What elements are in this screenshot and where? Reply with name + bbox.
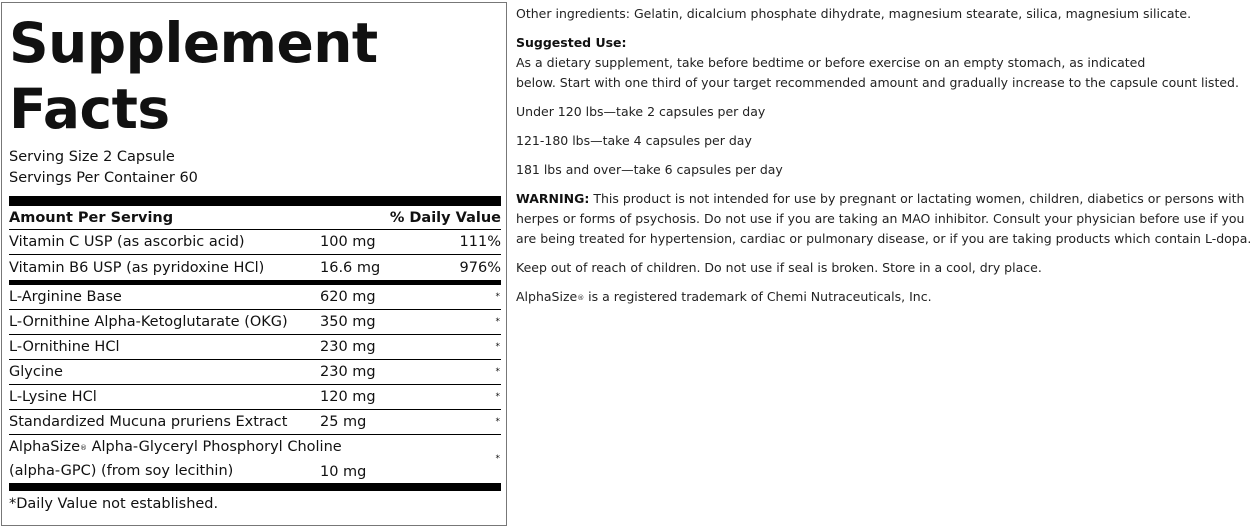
trademark-brand: AlphaSize — [516, 289, 578, 304]
warning-text: This product is not intended for use by pregnant or lactating women, children, diabetics or persons with — [589, 191, 1245, 206]
nutrient-daily-value: 111% — [459, 234, 501, 250]
ingredient-daily-value: * — [495, 367, 500, 377]
ingredient-row — [9, 360, 501, 385]
ingredient-amount: 620 mg — [320, 289, 376, 305]
ingredient-row — [9, 335, 501, 360]
ingredient-amount: 230 mg — [320, 364, 376, 380]
nutrient-name: Vitamin C USP (as ascorbic acid) — [9, 234, 245, 250]
warning-text-2: herpes or forms of psychosis. Do not use if you are taking an MAO inhibitor. Consult your physician before use if you — [516, 211, 1245, 226]
ingredient-amount: 25 mg — [320, 414, 367, 430]
suggested-use-text: As a dietary supplement, take before bedtime or before exercise on an empty stomach, as indicated — [516, 55, 1146, 70]
header-daily-value: % Daily Value — [389, 209, 501, 226]
trademark-text: is a registered trademark of Chemi Nutraceuticals, Inc. — [584, 289, 932, 304]
nutrient-daily-value: 976% — [459, 259, 501, 276]
divider-thick — [9, 196, 501, 206]
ingredient-amount: 10 mg — [320, 464, 367, 480]
dose-181-over: 181 lbs and over—take 6 capsules per day — [516, 162, 783, 177]
dose-under-120: Under 120 lbs—take 2 capsules per day — [516, 104, 766, 119]
registered-mark: ® — [80, 444, 87, 452]
trademark-registered-mark: ® — [577, 294, 585, 302]
serving-size: Serving Size 2 Capsule — [9, 149, 175, 165]
ingredient-row — [9, 285, 501, 310]
other-ingredients: Other ingredients: Gelatin, dicalcium phosphate dihydrate, magnesium stearate, silica, magnesium silicate. — [516, 6, 1192, 21]
ingredient-daily-value: * — [495, 454, 500, 464]
suggested-use-label: Suggested Use: — [516, 35, 627, 50]
ingredient-name: L-Lysine HCl — [9, 389, 97, 405]
ingredient-name: Standardized Mucuna pruriens Extract — [9, 414, 288, 430]
nutrient-name: Vitamin B6 USP (as pyridoxine HCl) — [9, 259, 265, 276]
facts-header-row — [9, 206, 501, 230]
trademark-notice — [516, 287, 1256, 307]
nutrient-row — [9, 255, 501, 280]
ingredient-daily-value: * — [495, 292, 500, 302]
ingredient-name: L-Arginine Base — [9, 289, 122, 305]
ingredient-name: Glycine — [9, 364, 63, 380]
ingredient-row — [9, 385, 501, 410]
product-info-text — [516, 4, 1256, 316]
nutrient-amount: 100 mg — [320, 234, 376, 250]
ingredient-daily-value: * — [495, 392, 500, 402]
facts-title-line2: Facts — [9, 77, 170, 141]
ingredient-amount: 120 mg — [320, 389, 376, 405]
nutrient-row — [9, 230, 501, 255]
suggested-use-text-2: below. Start with one third of your target recommended amount and gradually increase to the capsule count listed. — [516, 75, 1239, 90]
ingredient-row — [9, 310, 501, 335]
ingredient-daily-value: * — [495, 317, 500, 327]
facts-title — [9, 10, 501, 142]
ingredient-name: L-Ornithine HCl — [9, 339, 120, 355]
ingredient-name: L-Ornithine Alpha-Ketoglutarate (OKG) — [9, 314, 288, 330]
header-amount: Amount Per Serving — [9, 209, 174, 226]
ingredient-row — [9, 410, 501, 435]
ingredient-amount: 350 mg — [320, 314, 376, 330]
ingredient-daily-value: * — [495, 417, 500, 427]
dose-121-180: 121-180 lbs—take 4 capsules per day — [516, 133, 752, 148]
serving-info — [9, 147, 501, 189]
warning-text-3: are being treated for hypertension, cardiac or pulmonary disease, or if you are taking products which contain L-dopa. — [516, 231, 1252, 246]
storage-text: Keep out of reach of children. Do not use if seal is broken. Store in a cool, dry place. — [516, 260, 1042, 275]
warning — [516, 189, 1256, 249]
suggested-use — [516, 33, 1256, 93]
gpc-name-rest: Alpha-Glyceryl Phosphoryl Choline — [87, 439, 342, 455]
gpc-name-line2: (alpha-GPC) (from soy lecithin) — [9, 463, 234, 479]
ingredient-daily-value: * — [495, 342, 500, 352]
ingredient-amount: 230 mg — [320, 339, 376, 355]
warning-label: WARNING: — [516, 191, 590, 206]
servings-per-container: Servings Per Container 60 — [9, 170, 198, 186]
facts-title-line1: Supplement — [9, 11, 378, 75]
supplement-facts-panel — [1, 2, 507, 526]
divider-bottom — [9, 483, 501, 491]
daily-value-footnote: *Daily Value not established. — [9, 496, 219, 512]
alphasize-brand: AlphaSize — [9, 439, 80, 455]
nutrient-amount: 16.6 mg — [320, 259, 381, 276]
ingredient-row-alpha-gpc — [9, 435, 501, 483]
